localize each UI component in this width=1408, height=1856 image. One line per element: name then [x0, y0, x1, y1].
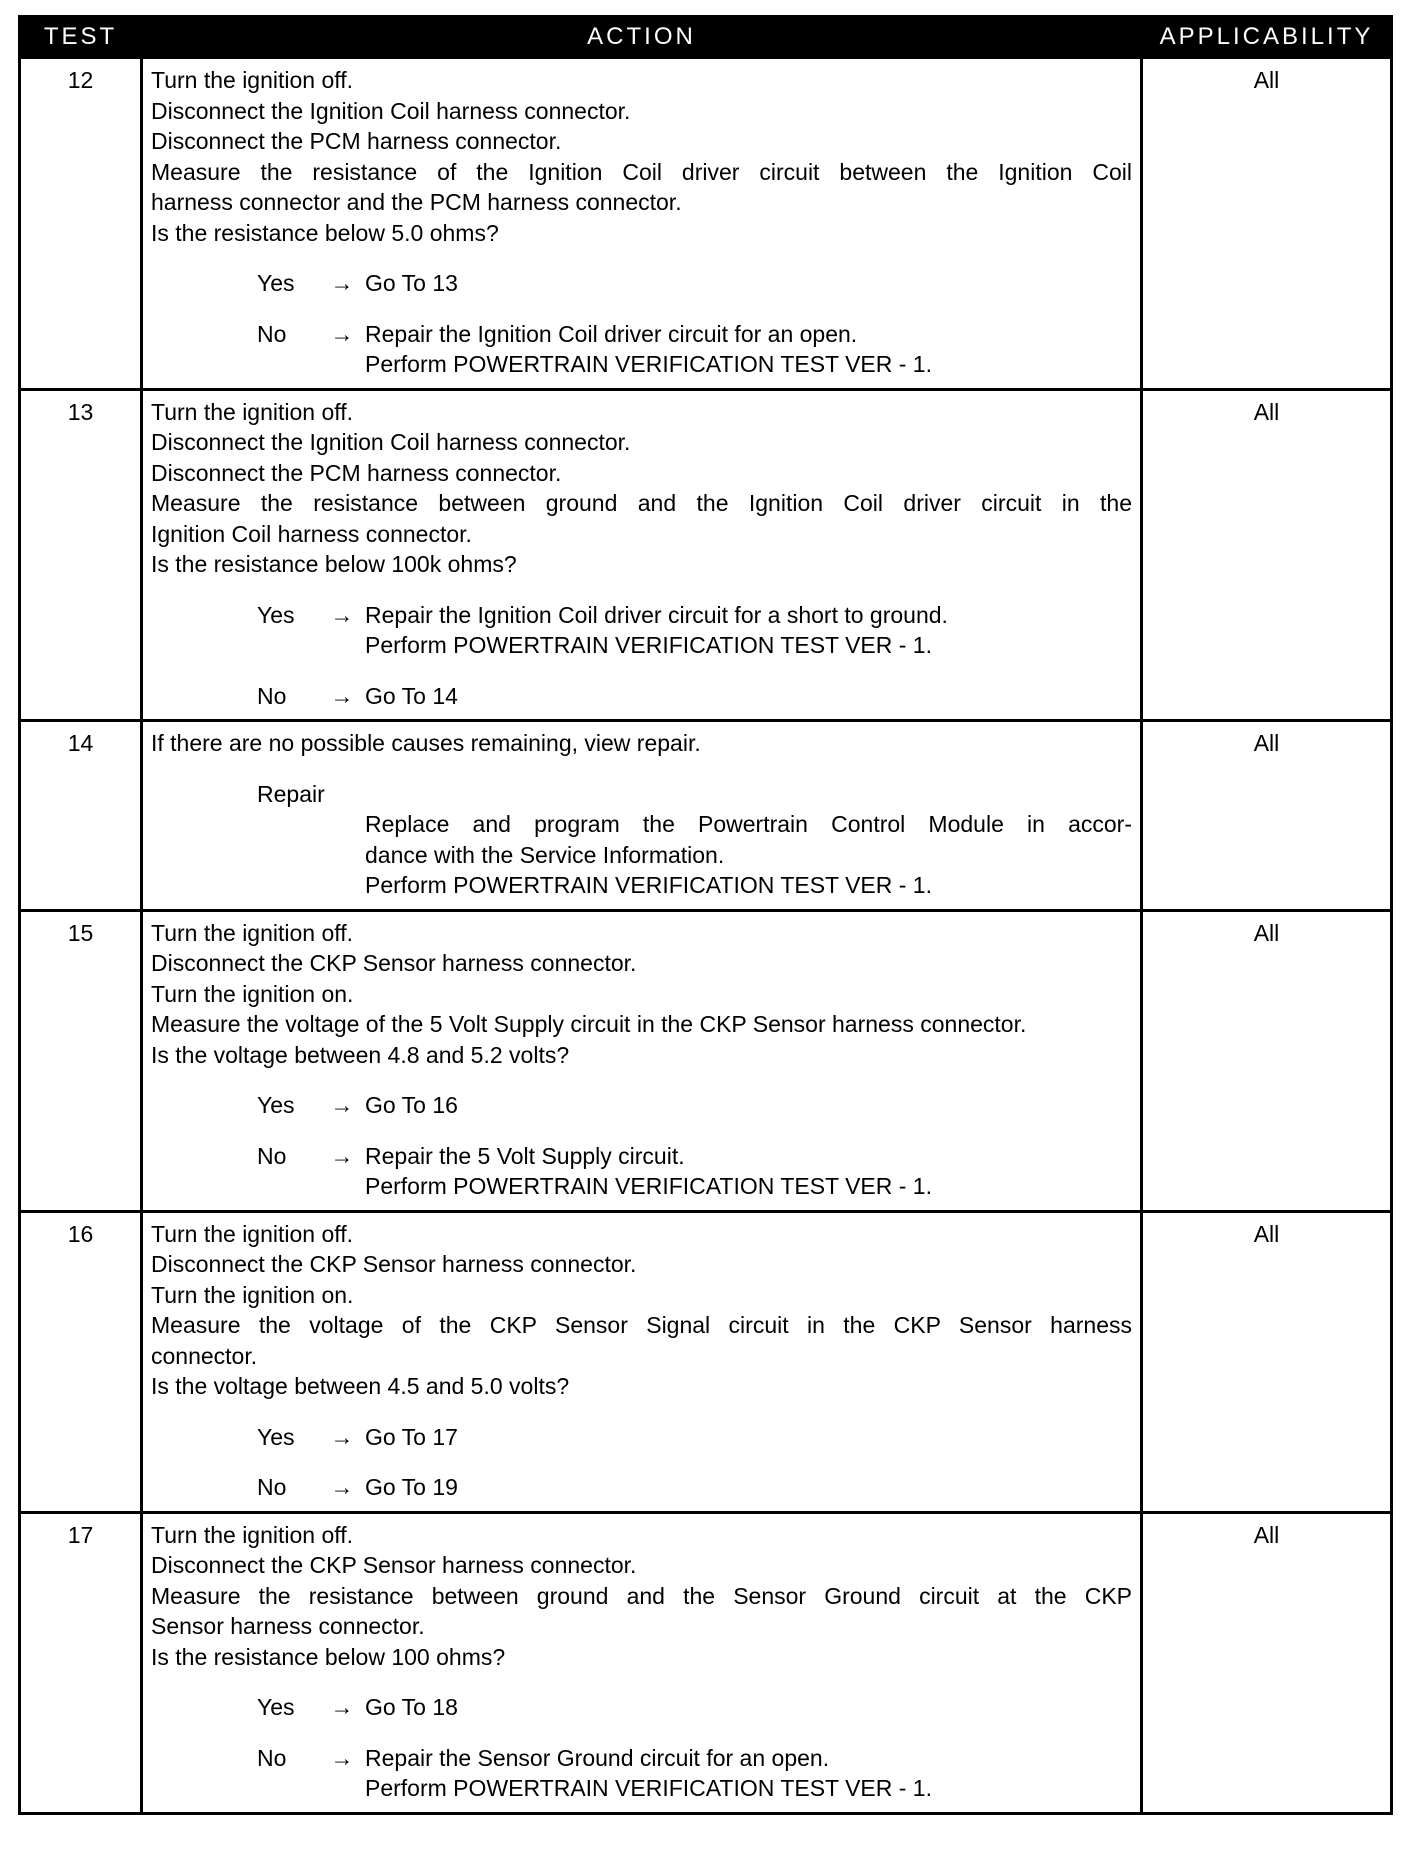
action-line: Turn the ignition off. — [151, 67, 354, 93]
action-line: Turn the ignition on. — [151, 980, 354, 1007]
result-line: Perform POWERTRAIN VERIFICATION TEST VER - 1. — [365, 351, 932, 377]
test-number: 13 — [20, 389, 142, 721]
header-test: TEST — [20, 17, 142, 58]
arrow-icon: → — [330, 1092, 354, 1118]
result-line: Go To 13 — [365, 270, 458, 296]
test-number: 16 — [20, 1211, 142, 1512]
result-line: Go To 17 — [365, 1423, 458, 1450]
yes-label: Yes — [257, 1423, 295, 1450]
diagnostic-test-table — [18, 15, 1393, 1815]
result-line: Go To 14 — [365, 682, 458, 709]
action-line: Disconnect the CKP Sensor harness connector. — [151, 1552, 637, 1578]
arrow-icon: → — [330, 1474, 354, 1500]
action-line: Turn the ignition off. — [151, 919, 354, 946]
yes-result — [365, 1692, 1132, 1723]
arrow-icon: → — [330, 601, 354, 628]
action-line: Turn the ignition on. — [151, 1281, 354, 1308]
action-line: Disconnect the Ignition Coil harness connector. — [151, 429, 631, 455]
action-line: Sensor harness connector. — [151, 1613, 425, 1639]
test-number: 12 — [20, 58, 142, 390]
test-rows — [20, 58, 1392, 1814]
action-line: Disconnect the PCM harness connector. — [151, 459, 562, 486]
repair-line: dance with the Service Information. — [365, 841, 725, 868]
result-line: Perform POWERTRAIN VERIFICATION TEST VER - 1. — [365, 1173, 932, 1199]
no-label: No — [257, 1744, 287, 1771]
action-cell — [142, 389, 1142, 721]
action-line: connector. — [151, 1342, 258, 1369]
no-result — [365, 319, 1132, 380]
header-action: ACTION — [142, 17, 1142, 58]
header-row — [20, 17, 1392, 58]
header-applicability: APPLICABILITY — [1142, 17, 1392, 58]
action-line: Ignition Coil harness connector. — [151, 520, 472, 547]
arrow-icon: → — [330, 1423, 354, 1450]
action-line: Is the resistance below 5.0 ohms? — [151, 219, 499, 246]
action-line: Measure the resistance of the Ignition Coil driver circuit between the Ignition Coil — [151, 158, 1132, 185]
no-answer — [257, 1141, 1132, 1202]
action-line: Disconnect the Ignition Coil harness connector. — [151, 97, 631, 124]
action-cell — [142, 1211, 1142, 1512]
yes-label: Yes — [257, 601, 295, 628]
table-row — [20, 1512, 1392, 1813]
result-line: Go To 16 — [365, 1092, 458, 1118]
yes-label: Yes — [257, 1092, 295, 1118]
action-line: Is the resistance below 100k ohms? — [151, 551, 517, 577]
yes-answer — [257, 268, 1132, 299]
action-line: Disconnect the CKP Sensor harness connector. — [151, 950, 637, 976]
table-row — [20, 58, 1392, 390]
action-line: Turn the ignition off. — [151, 1220, 354, 1247]
yes-answer — [257, 1422, 1132, 1453]
test-number: 14 — [20, 721, 142, 911]
action-line: Is the voltage between 4.5 and 5.0 volts? — [151, 1373, 570, 1399]
repair-block — [257, 779, 1132, 901]
result-line: Repair the 5 Volt Supply circuit. — [365, 1142, 685, 1169]
applicability: All — [1142, 1211, 1392, 1512]
table-row — [20, 389, 1392, 721]
action-cell — [142, 1512, 1142, 1813]
yes-answer — [257, 600, 1132, 661]
action-line: Measure the resistance between ground and the Ignition Coil driver circuit in the — [151, 490, 1132, 516]
repair-line: Replace and program the Powertrain Control Module in accor- — [365, 811, 1132, 837]
applicability: All — [1142, 389, 1392, 721]
action-cell — [142, 910, 1142, 1211]
table-row — [20, 721, 1392, 911]
action-line: harness connector and the PCM harness connector. — [151, 189, 682, 215]
arrow-icon: → — [330, 682, 354, 709]
no-answer — [257, 681, 1132, 712]
action-cell — [142, 58, 1142, 390]
yes-answer — [257, 1090, 1132, 1121]
test-number: 15 — [20, 910, 142, 1211]
action-line: Disconnect the CKP Sensor harness connector. — [151, 1251, 637, 1277]
no-answer — [257, 1743, 1132, 1804]
no-result — [365, 1472, 1132, 1503]
yes-result — [365, 1422, 1132, 1453]
applicability: All — [1142, 1512, 1392, 1813]
yes-result — [365, 1090, 1132, 1121]
result-line: Repair the Sensor Ground circuit for an open. — [365, 1744, 830, 1771]
yes-result — [365, 600, 1132, 661]
no-label: No — [257, 1142, 287, 1169]
no-result — [365, 681, 1132, 712]
table-row — [20, 1211, 1392, 1512]
action-line: Measure the voltage of the 5 Volt Supply circuit in the CKP Sensor harness connector. — [151, 1011, 1027, 1037]
no-label: No — [257, 320, 287, 347]
repair-line: Perform POWERTRAIN VERIFICATION TEST VER - 1. — [365, 872, 932, 898]
action-line: Is the resistance below 100 ohms? — [151, 1643, 506, 1670]
action-line: Measure the resistance between ground and the Sensor Ground circuit at the CKP — [151, 1582, 1132, 1609]
no-label: No — [257, 1474, 287, 1500]
arrow-icon: → — [330, 1744, 354, 1771]
result-line: Go To 19 — [365, 1474, 458, 1500]
applicability: All — [1142, 721, 1392, 911]
yes-label: Yes — [257, 270, 295, 296]
no-answer — [257, 319, 1132, 380]
action-line: Disconnect the PCM harness connector. — [151, 128, 562, 154]
result-line: Go To 18 — [365, 1694, 458, 1720]
applicability: All — [1142, 910, 1392, 1211]
result-line: Repair the Ignition Coil driver circuit for a short to ground. — [365, 601, 948, 628]
arrow-icon: → — [330, 1694, 354, 1720]
action-line: Is the voltage between 4.8 and 5.2 volts? — [151, 1041, 570, 1068]
no-result — [365, 1141, 1132, 1202]
table-row — [20, 910, 1392, 1211]
result-line: Repair the Ignition Coil driver circuit for an open. — [365, 320, 858, 347]
result-line: Perform POWERTRAIN VERIFICATION TEST VER - 1. — [365, 632, 932, 658]
arrow-icon: → — [330, 270, 354, 296]
action-line: Measure the voltage of the CKP Sensor Signal circuit in the CKP Sensor harness — [151, 1312, 1132, 1338]
test-number: 17 — [20, 1512, 142, 1813]
no-label: No — [257, 682, 287, 709]
result-line: Perform POWERTRAIN VERIFICATION TEST VER - 1. — [365, 1775, 932, 1801]
action-cell — [142, 721, 1142, 911]
arrow-icon: → — [330, 1142, 354, 1169]
action-line: Turn the ignition off. — [151, 398, 354, 425]
no-result — [365, 1743, 1132, 1804]
yes-label: Yes — [257, 1694, 295, 1720]
applicability: All — [1142, 58, 1392, 390]
action-line: If there are no possible causes remaining, view repair. — [151, 730, 701, 756]
action-line: Turn the ignition off. — [151, 1521, 354, 1548]
repair-label: Repair — [257, 780, 325, 807]
arrow-icon: → — [330, 320, 354, 347]
yes-result — [365, 268, 1132, 299]
no-answer — [257, 1472, 1132, 1503]
repair-body — [365, 809, 1132, 901]
yes-answer — [257, 1692, 1132, 1723]
